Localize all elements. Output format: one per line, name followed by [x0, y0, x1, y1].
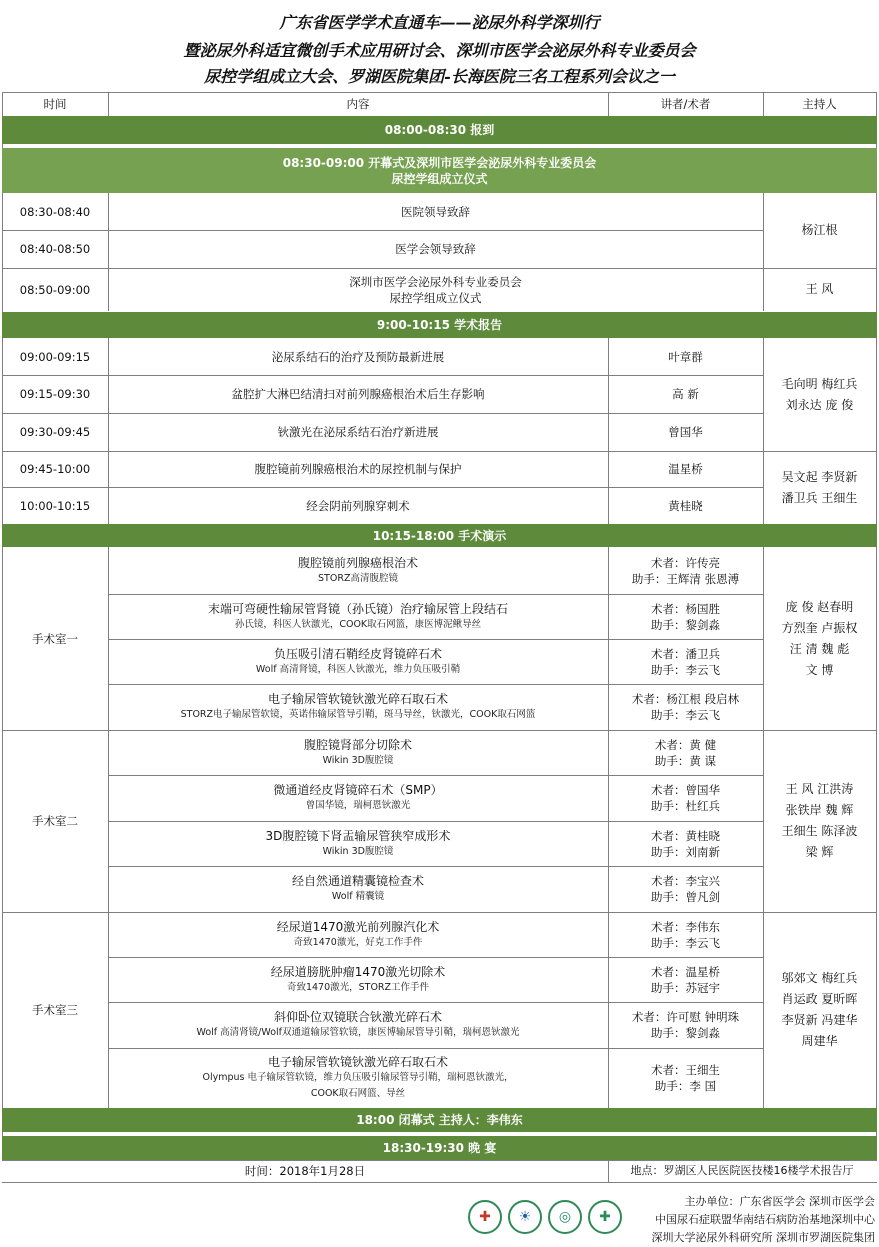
room-3-host-line-4: 周建华 — [801, 1034, 838, 1048]
room-3-host-line-2: 肖运政 夏昕晖 — [781, 992, 858, 1006]
title-line-3: 尿控学组成立大会、罗湖医院集团-长海医院三名工程系列会议之一 — [204, 67, 675, 86]
room-3-item-2 — [108, 957, 608, 1002]
sunrise-emblem-icon: ☀ — [508, 1200, 542, 1234]
room-1-item-2-sub: 孙氏镜，科医人钬激光，COOK取石网篮，康医博泥鳅导丝 — [234, 618, 482, 630]
band-checkin — [2, 116, 877, 144]
organizer-line-1: 主办单位：广东省医学会 深圳市医学会 — [684, 1195, 875, 1208]
room-3-item-2-op: 术者：温星桥 — [651, 964, 720, 979]
kidney-stone-alliance-logo: ◎ — [548, 1200, 582, 1234]
room-2-item-3 — [108, 821, 608, 866]
room-2-hosts — [763, 730, 876, 912]
room-3-item-4-sub-2: COOK取石网篮、导丝 — [310, 1088, 406, 1099]
room-2-host-line-1: 王 风 江洪涛 — [785, 782, 854, 796]
room-2-item-1 — [108, 730, 608, 775]
room-1-host-line-1: 庞 俊 赵春明 — [785, 599, 854, 614]
academic-host-1-line-2: 刘永达 庞 俊 — [785, 397, 854, 412]
band-closing-text: 18:00 闭幕式 主持人：李伟东 — [356, 1113, 523, 1127]
header-host: 主持人 — [802, 97, 837, 111]
room-3-item-3-asst: 助手：黎剑淼 — [651, 1026, 720, 1040]
medical-association-logo: ✚ — [468, 1200, 502, 1234]
room-2-item-4-sub: Wolf 精囊镜 — [331, 891, 385, 902]
academic-time-4: 09:45-10:00 — [19, 462, 91, 476]
room-2-host-line-3: 王细生 陈泽波 — [781, 824, 858, 838]
room-1-item-2-staff — [608, 594, 763, 639]
room-1-item-4-title: 电子输尿管软镜钬激光碎石取石术 — [267, 692, 448, 706]
room-2-item-4 — [108, 866, 608, 912]
room-1-hosts — [763, 547, 876, 730]
room-1-item-2-title: 末端可弯硬性输尿管肾镜（孙氏镜）治疗输尿管上段结石 — [207, 601, 508, 616]
title-line-2: 暨泌尿外科适宜微创手术应用研讨会、深圳市医学会泌尿外科专业委员会 — [183, 41, 696, 60]
academic-time-1: 09:00-09:15 — [19, 349, 91, 364]
room-1-item-3 — [108, 639, 608, 684]
room-3-item-4-op: 术者：王细生 — [651, 1063, 720, 1077]
room-3-name: 手术室三 — [32, 1003, 78, 1017]
room-3-item-3 — [108, 1002, 608, 1048]
room-2-item-1-sub: Wikin 3D腹腔镜 — [322, 754, 394, 766]
room-1-item-2-asst: 助手：黎剑淼 — [651, 617, 720, 632]
opening-content-3-line-2: 尿控学组成立仪式 — [389, 290, 482, 305]
room-1-item-4-op: 术者：杨江根 段启林 — [631, 692, 740, 706]
room-1-host-line-2: 方烈奎 卢振权 — [781, 620, 858, 635]
room-2-item-2-sub: 曾国华镜，瑞柯恩钬激光 — [305, 800, 411, 811]
room-2-item-2-staff — [608, 775, 763, 821]
room-2-item-3-op: 术者：黄桂晓 — [651, 828, 720, 843]
academic-time-5: 10:00-10:15 — [19, 498, 91, 513]
room-3-item-1-op: 术者：李伟东 — [651, 919, 720, 934]
room-1-item-1 — [108, 547, 608, 594]
band-banquet — [2, 1136, 877, 1160]
room-2-item-4-op: 术者：李宝兴 — [651, 874, 720, 888]
academic-speaker-1: 叶章群 — [668, 349, 703, 364]
title-line-1: 广东省医学学术直通车——泌尿外科学深圳行 — [279, 13, 600, 32]
academic-host-2 — [763, 451, 876, 524]
academic-speaker-5: 黄桂晓 — [668, 498, 703, 513]
room-2-item-3-sub: Wikin 3D腹腔镜 — [322, 845, 394, 857]
band-opening-line-1: 08:30-09:00 开幕式及深圳市医学会泌尿外科专业委员会 — [282, 155, 597, 170]
room-1-item-1-staff — [608, 547, 763, 594]
academic-host-2-line-2: 潘卫兵 王细生 — [781, 490, 858, 505]
room-3-item-4-title: 电子输尿管软镜钬激光碎石取石术 — [267, 1055, 448, 1069]
opening-host-1 — [763, 193, 876, 268]
academic-host-2-line-1: 吴文起 李贤新 — [781, 469, 858, 484]
academic-content-2: 盆腔扩大淋巴结清扫对前列腺癌根治术后生存影响 — [231, 387, 485, 401]
room-3-item-4 — [108, 1048, 608, 1108]
footer-place: 地点：罗湖区人民医院医技楼16楼学术报告厅 — [630, 1164, 854, 1177]
room-1-item-1-asst: 助手：王辉清 张恩溥 — [631, 571, 740, 586]
header-speaker: 讲者/术者 — [660, 97, 711, 111]
academic-host-1 — [763, 338, 876, 451]
room-1-item-3-staff — [608, 639, 763, 684]
room-3-item-3-sub: Wolf 高清肾镜/Wolf双通道输尿管软镜，康医博输尿管导引鞘，瑞柯恩钬激光 — [196, 1027, 520, 1038]
room-3-item-1-asst: 助手：李云飞 — [651, 935, 720, 950]
opening-content-3 — [108, 268, 763, 311]
room-2-item-1-staff — [608, 730, 763, 775]
opening-time-2: 08:40-08:50 — [19, 242, 91, 256]
room-2-item-2 — [108, 775, 608, 821]
header-time: 时间 — [43, 97, 67, 111]
opening-time-3: 08:50-09:00 — [19, 282, 91, 297]
room-2-name: 手术室二 — [32, 814, 78, 828]
band-academic — [2, 312, 877, 338]
room-1-item-3-sub: Wolf 高清肾镜，科医人钬激光，维力负压吸引鞘 — [255, 663, 461, 675]
room-3-item-1 — [108, 912, 608, 957]
room-2-item-1-title: 腹腔镜肾部分切除术 — [303, 737, 412, 752]
room-1-host-line-3: 汪 清 魏 彪 — [789, 641, 850, 656]
academic-content-4: 腹腔镜前列腺癌根治术的尿控机制与保护 — [254, 462, 462, 476]
band-opening-line-2: 尿控学组成立仪式 — [391, 171, 488, 186]
organizer-line-3: 深圳大学泌尿外科研究所 深圳市罗湖医院集团 — [651, 1231, 875, 1244]
room-1-item-3-op: 术者：潘卫兵 — [651, 646, 720, 661]
academic-content-5: 经会阴前列腺穿刺术 — [306, 498, 410, 513]
room-3-item-1-staff — [608, 912, 763, 957]
room-2-item-1-op: 术者：黄 健 — [654, 737, 717, 752]
footer-time: 时间：2018年1月28日 — [244, 1164, 366, 1178]
academic-content-3: 钬激光在泌尿系结石治疗新进展 — [277, 425, 439, 439]
opening-host-2 — [763, 268, 876, 311]
room-1-name: 手术室一 — [32, 631, 78, 646]
room-3-host-line-3: 李贤新 冯建华 — [781, 1013, 858, 1027]
academic-content-1: 泌尿系结石的治疗及预防最新进展 — [271, 349, 445, 364]
room-1-item-3-title: 负压吸引清石鞘经皮肾镜碎石术 — [273, 646, 442, 661]
room-2-item-3-staff — [608, 821, 763, 866]
opening-content-3-line-1: 深圳市医学会泌尿外科专业委员会 — [349, 274, 522, 289]
room-3-host-line-1: 邬郊文 梅红兵 — [781, 971, 858, 985]
room-3-item-4-sub: Olympus 电子输尿管软镜，维力负压吸引输尿管导引鞘，瑞柯恩钬激光， — [202, 1072, 514, 1083]
room-1-host-line-4: 文 博 — [805, 662, 834, 677]
band-academic-text: 9:00-10:15 学术报告 — [376, 318, 503, 332]
room-1-item-2-op: 术者：杨国胜 — [651, 601, 720, 616]
academic-speaker-3: 曾国华 — [668, 425, 703, 439]
room-1-item-3-asst: 助手：李云飞 — [651, 662, 720, 677]
band-opening — [2, 148, 877, 193]
room-2-host-line-4: 梁 辉 — [805, 845, 834, 859]
header-content: 内容 — [346, 97, 370, 111]
room-3-item-2-sub: 奇致1470激光，STORZ工作手件 — [286, 981, 430, 993]
band-demo-text: 10:15-18:00 手术演示 — [372, 528, 507, 543]
room-2-item-2-asst: 助手：杜红兵 — [651, 799, 720, 813]
room-1-item-4-asst: 助手：李云飞 — [651, 708, 720, 722]
room-2-item-3-asst: 助手：刘南新 — [651, 844, 720, 859]
room-3-item-2-asst: 助手：苏冠宇 — [651, 980, 720, 995]
room-1-item-4-sub: STORZ电子输尿管软镜，英诺伟输尿管导引鞘，斑马导丝，钬激光，COOK取石网篮 — [180, 709, 536, 720]
room-2-item-4-staff — [608, 866, 763, 912]
academic-time-3: 09:30-09:45 — [19, 425, 91, 439]
academic-host-1-line-1: 毛向明 梅红兵 — [781, 376, 858, 391]
room-2-item-4-asst: 助手：曾凡剑 — [651, 890, 720, 904]
room-1-item-1-sub: STORZ高清腹腔镜 — [318, 572, 398, 584]
room-3-item-2-staff — [608, 957, 763, 1002]
academic-speaker-2: 高 新 — [672, 387, 699, 401]
academic-time-2: 09:15-09:30 — [19, 387, 91, 401]
opening-content-1: 医院领导致辞 — [401, 204, 470, 219]
room-3-item-3-staff — [608, 1002, 763, 1048]
room-3-item-1-sub: 奇致1470激光，好克工作手件 — [293, 936, 423, 948]
room-1-item-4 — [108, 684, 608, 730]
room-1-item-2 — [108, 594, 608, 639]
room-2-item-1-asst: 助手：黄 谋 — [654, 753, 717, 768]
band-demo — [2, 524, 877, 547]
room-3-item-4-asst: 助手：李 国 — [654, 1079, 717, 1093]
room-3-item-4-staff — [608, 1048, 763, 1108]
room-3-item-3-title: 斜仰卧位双镜联合钬激光碎石术 — [273, 1010, 442, 1024]
room-2-item-3-title: 3D腹腔镜下肾盂输尿管狭窄成形术 — [265, 828, 451, 843]
room-3-item-2-title: 经尿道膀胱肿瘤1470激光切除术 — [270, 964, 446, 979]
organizer-line-2: 中国尿石症联盟华南结石病防治基地深圳中心 — [655, 1213, 875, 1226]
room-2-item-2-op: 术者：曾国华 — [651, 783, 720, 797]
room-1-item-4-staff — [608, 684, 763, 730]
room-2-host-line-2: 张铁岸 魏 辉 — [785, 803, 854, 817]
opening-host-1-name: 杨江根 — [801, 223, 838, 237]
band-closing — [2, 1108, 877, 1132]
room-2-item-4-title: 经自然通道精囊镜检查术 — [291, 874, 424, 888]
room-3-hosts — [763, 912, 876, 1108]
room-3-item-3-op: 术者：许可慰 钟明珠 — [631, 1010, 740, 1024]
band-banquet-text: 18:30-19:30 晚 宴 — [382, 1141, 497, 1155]
opening-time-1: 08:30-08:40 — [19, 204, 91, 219]
room-1-item-1-title: 腹腔镜前列腺癌根治术 — [297, 555, 418, 570]
academic-speaker-4: 温星桥 — [668, 462, 703, 476]
room-1-item-1-op: 术者：许传亮 — [651, 555, 720, 570]
opening-content-2: 医学会领导致辞 — [395, 242, 476, 256]
opening-host-2-name: 王 风 — [805, 282, 834, 296]
room-3-item-1-title: 经尿道1470激光前列腺汽化术 — [276, 919, 440, 934]
band-checkin-text: 08:00-08:30 报到 — [384, 123, 495, 137]
hospital-group-logo: ✚ — [588, 1200, 622, 1234]
room-2-item-2-title: 微通道经皮肾镜碎石术（SMP） — [273, 783, 443, 797]
